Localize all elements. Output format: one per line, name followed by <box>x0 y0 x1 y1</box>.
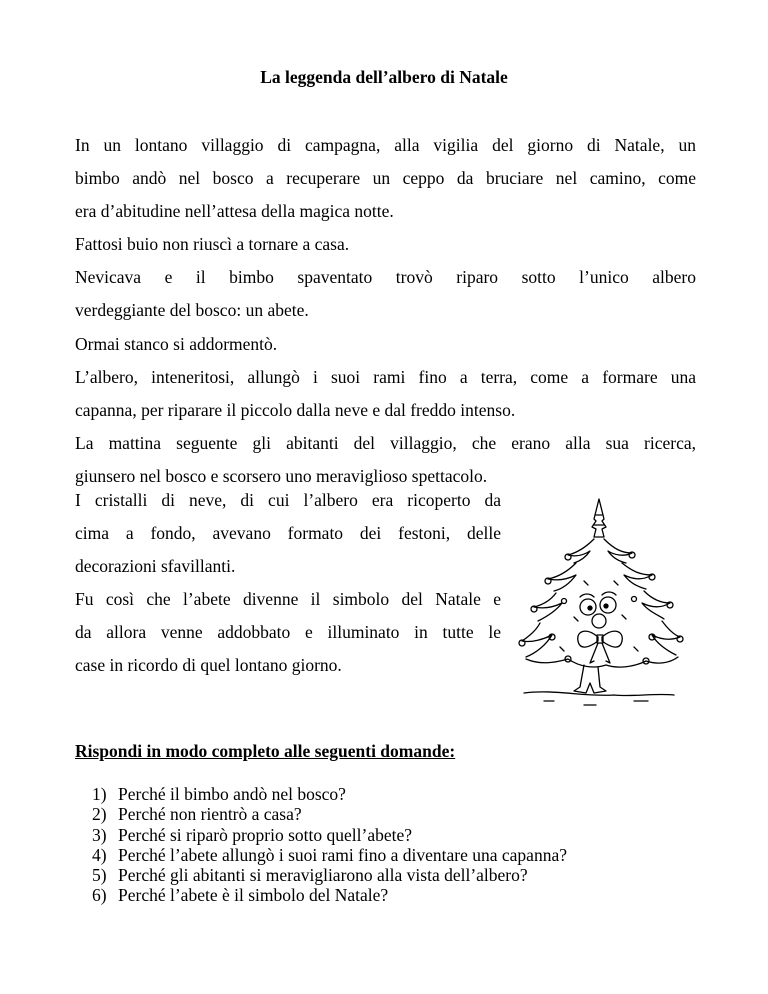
question-number: 6) <box>92 885 107 906</box>
story-line: Ormai stanco si addormentò. <box>75 333 278 354</box>
question-text: Perché l’abete è il simbolo del Natale? <box>118 885 389 906</box>
story-line: In un lontano villaggio di campagna, alla vigilia del giorno di Natale, un <box>75 135 696 155</box>
question-text: Perché il bimbo andò nel bosco? <box>118 784 346 804</box>
story-line: era d’abitudine nell’attesa della magica notte. <box>75 201 394 222</box>
story-line: I cristalli di neve, di cui l’albero era ricoperto da <box>75 490 501 510</box>
story-line: L’albero, inteneritosi, allungò i suoi rami fino a terra, come a formare una <box>75 366 696 387</box>
question-text: Perché gli abitanti si meravigliarono alla vista dell’albero? <box>118 865 528 886</box>
question-number: 1) <box>92 784 107 804</box>
story-line: verdeggiante del bosco: un abete. <box>75 300 309 321</box>
questions-list <box>92 784 567 906</box>
question-number: 4) <box>92 844 107 865</box>
list-item <box>92 804 567 824</box>
story-text-beside-image <box>75 484 501 683</box>
story-line: Fu così che l’abete divenne il simbolo del Natale e <box>75 589 501 610</box>
list-item <box>92 865 567 885</box>
story-line: cima a fondo, avevano formato dei festoni, delle <box>75 523 501 544</box>
question-number: 5) <box>92 865 107 886</box>
question-number: 2) <box>92 804 107 825</box>
story-text <box>75 129 696 493</box>
list-item <box>92 845 567 865</box>
question-number: 3) <box>92 824 107 845</box>
story-line: giunsero nel bosco e scorsero uno meraviglioso spettacolo. <box>75 465 488 486</box>
question-text: Perché l’abete allungò i suoi rami fino a diventare una capanna? <box>118 844 567 865</box>
story-line: Fattosi buio non riuscì a tornare a casa. <box>75 234 350 255</box>
story-line: case in ricordo di quel lontano giorno. <box>75 655 342 676</box>
story-line: capanna, per riparare il piccolo dalla neve e dal freddo intenso. <box>75 399 516 420</box>
story-line: bimbo andò nel bosco a recuperare un ceppo da bruciare nel camino, come <box>75 168 696 189</box>
questions-heading: Rispondi in modo completo alle seguenti domande: <box>75 741 456 761</box>
christmas-tree-icon <box>514 497 684 709</box>
document-title: La leggenda dell’albero di Natale <box>260 67 508 87</box>
story-line: da allora venne addobbato e illuminato in tutte le <box>75 622 501 643</box>
story-line: decorazioni sfavillanti. <box>75 556 236 577</box>
story-line: La mattina seguente gli abitanti del villaggio, che erano alla sua ricerca, <box>75 432 696 453</box>
question-text: Perché si riparò proprio sotto quell’abete? <box>118 824 412 845</box>
list-item <box>92 825 567 845</box>
list-item <box>92 885 567 905</box>
question-text: Perché non rientrò a casa? <box>118 804 302 825</box>
list-item <box>92 784 567 804</box>
story-line: Nevicava e il bimbo spaventato trovò riparo sotto l’unico albero <box>75 267 696 288</box>
